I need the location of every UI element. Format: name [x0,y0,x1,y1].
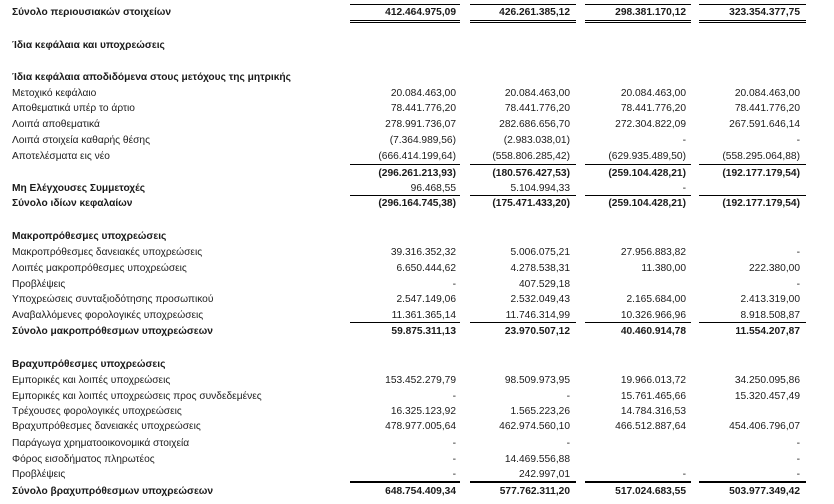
value: 10.326.966,96 [620,310,686,321]
value: - [566,438,570,449]
value: 478.977.005,64 [385,421,456,432]
rule [470,481,576,483]
value: 39.316.352,32 [390,247,456,258]
row-label: Προβλέψεις [12,469,66,480]
value: (7.364.989,56) [389,135,456,146]
value: (175.471.433,20) [492,198,570,209]
value: (192.177.179,54) [722,168,800,179]
value: 23.970.507,12 [504,326,570,337]
table-row [0,389,834,404]
table-row [0,181,834,196]
table-row [0,308,834,323]
row-label: Τρέχουσες φορολογικές υποχρεώσεις [12,406,182,417]
value: (259.104.428,21) [608,198,686,209]
rule [699,481,806,483]
rule [699,164,806,165]
value: - [796,279,800,290]
value: 11.554.207,87 [735,326,800,337]
value: 96.468,55 [410,183,456,194]
double-rule [470,20,576,23]
value: 59.875.311,13 [391,326,456,337]
row-label: Αναβαλλόμενες φορολογικές υποχρεώσεις [12,310,204,321]
row-label: Αποθεματικά υπέρ το άρτιο [12,103,135,114]
value: - [452,391,456,402]
value: 407.529,18 [519,279,570,290]
table-row [0,245,834,260]
value: - [682,469,686,480]
table-row [0,133,834,148]
value: 11.746.314,99 [505,310,570,321]
table-row [0,436,834,451]
value: 8.918.508,87 [740,310,800,321]
value: - [796,469,800,480]
table-row [0,261,834,276]
double-rule [350,20,460,23]
rule [470,164,576,165]
rule [585,322,691,323]
value: 323.354.377,75 [729,7,800,18]
table-row [0,467,834,482]
table-row [0,452,834,467]
row-label: Σύνολο μακροπρόθεσμων υποχρεώσεων [12,326,213,337]
value: 412.464.975,09 [385,7,456,18]
value: 20.084.463,00 [504,88,570,99]
value: - [796,135,800,146]
value: - [452,438,456,449]
section-heading [0,229,834,244]
rule [585,164,691,165]
value: 40.460.914,78 [620,326,686,337]
value: 5.104.994,33 [510,183,570,194]
row-label: Φόρος εισοδήματος πληρωτέος [12,454,155,465]
section-heading [0,70,834,85]
value: 20.084.463,00 [620,88,686,99]
table-row [0,86,834,101]
row-label: Σύνολο ιδίων κεφαλαίων [12,198,133,209]
value: (296.164.745,38) [378,198,456,209]
value: 14.469.556,88 [504,454,570,465]
value: - [796,247,800,258]
value: (180.576.427,53) [492,168,570,179]
value: - [452,279,456,290]
value: 466.512.887,64 [615,421,686,432]
value: (259.104.428,21) [608,168,686,179]
row-label: Αποτελέσματα εις νέο [12,151,110,162]
value: 14.784.316,53 [620,406,686,417]
value: 78.441.776,20 [504,103,570,114]
value: - [796,454,800,465]
row-label: Εμπορικές και λοιπές υποχρεώσεις [12,375,171,386]
value: 517.024.683,55 [615,486,686,497]
value: 4.278.538,31 [510,263,570,274]
table-row [0,149,834,164]
total-row [0,196,834,211]
heading-text: Βραχυπρόθεσμες υποχρεώσεις [12,359,166,370]
row-label: Λοιπά αποθεματικά [12,119,100,130]
value: 503.977.349,42 [729,486,800,497]
double-rule [699,20,806,23]
value: 19.966.013,72 [620,375,686,386]
row-label: Μακροπρόθεσμες δανειακές υποχρεώσεις [12,247,203,258]
heading-text: Ίδια κεφάλαια αποδιδόμενα στους μετόχους της μητρικής [12,72,291,83]
value: 20.084.463,00 [390,88,456,99]
rule [470,322,576,323]
value: 34.250.095,86 [734,375,800,386]
row-label: Εμπορικές και λοιπές υποχρεώσεις προς συνδεδεμένες [12,391,262,402]
table-row [0,117,834,132]
value: 20.084.463,00 [734,88,800,99]
value: 27.956.883,82 [620,247,686,258]
value: 11.380,00 [641,263,686,274]
value: - [796,438,800,449]
value: 15.320.457,49 [734,391,800,402]
total-row [0,484,834,499]
value: 577.762.311,20 [499,486,570,497]
value: 2.165.684,00 [626,294,686,305]
row-label: Προβλέψεις [12,279,66,290]
value: 462.974.560,10 [499,421,570,432]
value: (192.177.179,54) [722,198,800,209]
value: 78.441.776,20 [620,103,686,114]
value: 426.261.385,12 [499,7,570,18]
value: 272.304.822,09 [615,119,686,130]
value: 454.406.796,07 [729,421,800,432]
value: 78.441.776,20 [390,103,456,114]
value: 267.591.646,14 [729,119,800,130]
row-label: Υποχρεώσεις συνταξιοδότησης προσωπικού [12,294,214,305]
table-row [0,101,834,116]
value: - [452,454,456,465]
heading-text: Μακροπρόθεσμες υποχρεώσεις [12,231,167,242]
section-heading [0,357,834,372]
value: - [566,391,570,402]
table-row [0,419,834,434]
value: 11.361.365,14 [391,310,456,321]
value: 16.325.123,92 [390,406,456,417]
rule [350,164,460,165]
value: 278.991.736,07 [385,119,456,130]
value: (2.983.038,01) [503,135,570,146]
value: - [452,469,456,480]
value: 242.997,01 [519,469,570,480]
value: 298.381.170,12 [615,7,686,18]
table-row [0,373,834,388]
value: - [682,183,686,194]
row-label: Βραχυπρόθεσμες δανειακές υποχρεώσεις [12,421,201,432]
value: (296.261.213,93) [378,168,456,179]
row-label: Μετοχικό κεφάλαιο [12,88,97,99]
rule [350,481,460,483]
rule [699,322,806,323]
total-row [0,324,834,339]
value: 78.441.776,20 [734,103,800,114]
value: 2.532.049,43 [510,294,570,305]
double-rule [585,20,691,23]
value: 98.509.973,95 [504,375,570,386]
value: 5.006.075,21 [510,247,570,258]
value: 2.413.319,00 [740,294,800,305]
value: 222.380,00 [749,263,800,274]
rule [350,322,460,323]
value: (558.806.285,42) [492,151,570,162]
value: 282.686.656,70 [499,119,570,130]
value: (629.935.489,50) [608,151,686,162]
table-row [0,277,834,292]
table-row [0,292,834,307]
value: 2.547.149,06 [396,294,456,305]
value: (558.295.064,88) [722,151,800,162]
total-assets-row [0,5,834,20]
row-label: Παράγωγα χρηματοοικονομικά στοιχεία [12,438,190,449]
rule [585,481,691,483]
value: 15.761.465,66 [620,391,686,402]
value: 648.754.409,34 [385,486,456,497]
value: 153.452.279,79 [385,375,456,386]
section-heading [0,38,834,53]
value: 1.565.223,26 [510,406,570,417]
value: 6.650.444,62 [396,263,456,274]
heading-text: Ίδια κεφάλαια και υποχρεώσεις [12,40,165,51]
row-label: Λοιπά στοιχεία καθαρής θέσης [12,135,150,146]
table-row [0,404,834,419]
row-label: Σύνολο βραχυπρόθεσμων υποχρεώσεων [12,486,214,497]
value: (666.414.199,64) [378,151,456,162]
subtotal-row [0,166,834,181]
value: - [682,135,686,146]
row-label: Λοιπές μακροπρόθεσμες υποχρεώσεις [12,263,187,274]
row-label: Μη Ελέγχουσες Συμμετοχές [12,183,146,194]
row-label: Σύνολο περιουσιακών στοιχείων [12,7,172,18]
